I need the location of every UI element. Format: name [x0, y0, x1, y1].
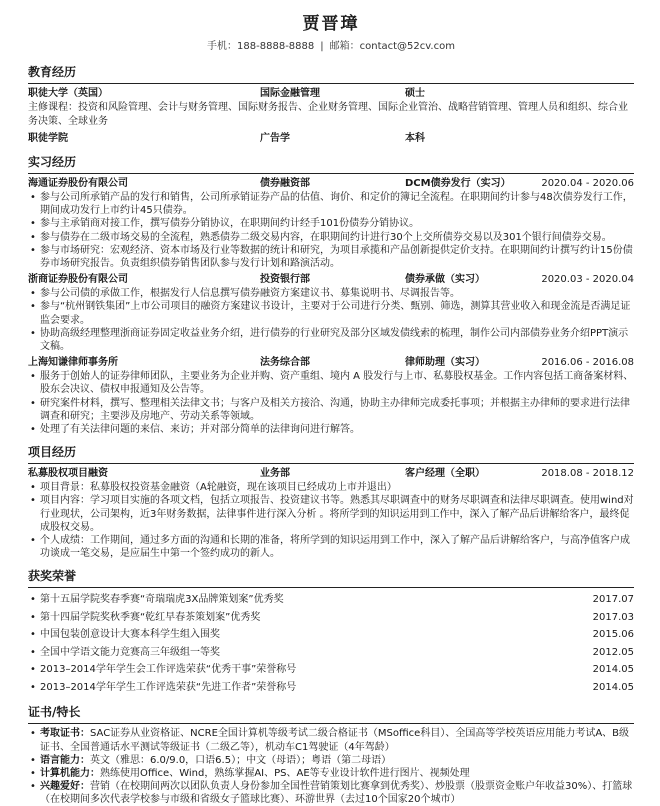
skills-list	[28, 727, 634, 806]
degree: 本科	[405, 133, 425, 144]
bullet-item: • 个人成绩：工作期间，通过多方面的沟通和长期的准备，将所学到的知识运用到工作中，深入了解产品后讲解给客户，与高净值客户成功谈成一笔交易，是应届生中第一个签约成功的新人。	[28, 534, 634, 560]
bullet-item: • 处理了有关法律问题的来信、来访；并对部分简单的法律询问进行解答。	[28, 423, 634, 436]
award-date: 2015.06	[592, 629, 634, 641]
contact-separator: |	[320, 41, 324, 52]
award-item	[28, 679, 634, 697]
award-item	[28, 626, 634, 644]
bullet-item: • 参与公司所承销产品的发行和销售，公司所承销证券产品的估值、询价、和定价的簿记全流程。在职期间约计参与48次债券发行工作，期间成功发行上市约计45只债券。	[28, 191, 634, 217]
award-date: 2014.05	[592, 664, 634, 676]
bullet-item: • 参与债券在二级市场交易的全流程，熟悉债券二级交易内容，在职期间约计进行30个上交所债券交易以及301个银行间债券交易。	[28, 231, 634, 244]
bullet-item: • 协助高级经理整理浙商证券固定收益业务介绍，进行债券的行业研究及部分区域发债线索的梳理，制作公司内部债券业务介绍PPT演示文稿。	[28, 327, 634, 353]
internship-section	[28, 154, 634, 436]
bullet-item: • 参与市场研究：宏观经济、资本市场及行业等数据的统计和研究，为项目承揽和产品创新提供定价支持。在职期间约计撰写约计15份债券市场研究报告。负责组织债券销售团队参与发行计划和路演活动。	[28, 244, 634, 270]
phone-number: 188-8888-8888	[237, 41, 315, 52]
bullet-item: • 参与公司债的承做工作，根据发行人信息撰写债券融资方案建议书、募集说明书、尽调报告等。	[28, 287, 634, 300]
school-name: 职徒学院	[28, 133, 68, 144]
contact-line	[28, 40, 634, 54]
skill-label: 考取证书：	[40, 728, 90, 740]
job-bullets	[28, 370, 634, 436]
degree: 硕士	[405, 88, 425, 99]
skill-text: SAC证券从业资格证、NCRE全国计算机等级考试二级合格证书（MSoffice科目）、全国高等学校英语应用能力考试A、B级证书、全国普通话水平测试等级证书（二级乙等），机动车C1驾驶证（4年驾龄）	[40, 728, 630, 753]
job-date: 2020.03 - 2020.04	[541, 274, 634, 286]
job-header	[28, 177, 634, 191]
education-entry	[28, 132, 634, 146]
project-header	[28, 467, 634, 481]
job-bullets	[28, 191, 634, 270]
bullet-item: • 项目内容：学习项目实施的各项文档，包括立项报告、投资建议书等。熟悉其尽职调查中的财务尽职调查和法律尽职调查。使用wind对行业现状，公司架构，近3年财务数据，法律事件进行深入分析 。将所学到的知识运用到工作中，深入了解产品后讲解给客户，最终促成股权交易。	[28, 494, 634, 534]
major: 广告学	[260, 133, 290, 144]
award-item	[28, 591, 634, 609]
bullet-item: • 参与主承销商对接工作，撰写债券分销协议，在职期间约计经手101份债券分销协议。	[28, 217, 634, 230]
education-title: 教育经历	[28, 64, 634, 84]
skills-title: 证书/特长	[28, 704, 634, 724]
skill-text: 营销（在校期间两次以团队负责人身份参加全国性营销策划比赛拿到优秀奖）、炒股票（股票资金账户年收益30%）、打篮球（在校期间多次代表学校参与市级和省级女子篮球比赛）、环游世界（去过10个国家20个城市）	[40, 781, 633, 806]
email-address: contact@52cv.com	[359, 41, 455, 52]
email-label: 邮箱：	[329, 41, 360, 52]
department: 法务综合部	[260, 357, 310, 369]
phone-label: 手机：	[207, 41, 238, 52]
company-name: 浙商证券股份有限公司	[28, 274, 128, 286]
major: 国际金融管理	[260, 88, 320, 99]
award-date: 2017.07	[592, 594, 634, 606]
award-item	[28, 609, 634, 627]
award-date: 2012.05	[592, 646, 634, 658]
skills-section	[28, 704, 634, 806]
job-bullets	[28, 287, 634, 353]
skill-item	[28, 754, 634, 767]
school-name: 职徒大学（英国）	[28, 88, 108, 99]
award-item	[28, 644, 634, 662]
skill-label: 兴趣爱好：	[40, 781, 90, 793]
job-date: 2016.06 - 2016.08	[541, 357, 634, 369]
skill-label: 计算机能力：	[40, 768, 100, 780]
job-header	[28, 356, 634, 370]
skill-label: 语言能力：	[40, 754, 90, 766]
award-name: • 2013–2014学年学生会工作评选荣获“优秀干事”荣誉称号	[40, 664, 297, 676]
awards-title: 获奖荣誉	[28, 568, 634, 588]
bullet-item: • 参与“杭州钢铁集团”上市公司项目的融资方案建议书设计，主要对于公司进行分类、甄别、筛选，测算其营业收入和现金流是否满足证监会要求。	[28, 300, 634, 326]
award-name: • 第十五届学院奖春季赛“奇瑞瑞虎3X品牌策划案”优秀奖	[40, 594, 284, 606]
project-date: 2018.08 - 2018.12	[541, 468, 634, 480]
company-name: 海通证券股份有限公司	[28, 178, 128, 189]
education-entry	[28, 87, 634, 101]
job-role: DCM债券发行（实习）	[405, 178, 511, 189]
awards-section	[28, 568, 634, 696]
department: 债券融资部	[260, 178, 310, 189]
project-section	[28, 444, 634, 560]
department: 投资银行部	[260, 274, 310, 286]
job-role: 律师助理（实习）	[405, 357, 485, 369]
skill-item	[28, 727, 634, 753]
project-bullets	[28, 481, 634, 560]
education-section	[28, 64, 634, 146]
award-name: • 全国中学语文能力竞赛高三年级组一等奖	[40, 646, 220, 658]
skill-item	[28, 767, 634, 780]
project-role: 客户经理（全职）	[405, 468, 485, 480]
job-role: 债券承做（实习）	[405, 274, 485, 286]
award-item	[28, 661, 634, 679]
resume-name: 贾晋璋	[302, 14, 360, 34]
project-title: 项目经历	[28, 444, 634, 464]
award-date: 2017.03	[592, 611, 634, 623]
course-description: 主修课程：投资和风险管理、会计与财务管理、国际财务报告、企业财务管理、国际企业管治、战略营销管理、管理人员和组织、综合业务决策、全球业务	[28, 102, 628, 127]
bullet-item: • 项目背景：私募股权投资基金融资（A轮融资，现在该项目已经成功上市并退出）	[28, 481, 634, 494]
skill-item	[28, 780, 634, 806]
award-name: • 中国包装创意设计大赛本科学生组入围奖	[40, 629, 220, 641]
award-date: 2014.05	[592, 681, 634, 693]
bullet-item: • 研究案件材料，撰写、整理相关法律文书；与客户及相关方接洽、沟通，协助主办律师完成委托事项；并根据主办律师的要求进行法律调查和研究；主要涉及房地产、劳动关系等领域。	[28, 397, 634, 423]
project-name: 私募股权项目融资	[28, 468, 108, 480]
award-name: • 第十四届学院奖秋季赛“乾红早春茶策划案”优秀奖	[40, 611, 261, 623]
bullet-item: • 服务于创始人的证券律师团队，主要业务为企业并购、资产重组、境内 A 股发行与上市、私募股权基金。工作内容包括工商备案材料、股东会决议、债权申报通知及公告等。	[28, 370, 634, 396]
company-name: 上海知谦律师事务所	[28, 357, 118, 369]
job-header	[28, 273, 634, 287]
skill-text: 熟练使用Office、Wind，熟练掌握AI、PS、AE等专业设计软件进行图片、视频处理	[100, 768, 470, 780]
internship-title: 实习经历	[28, 154, 634, 174]
skill-text: 英文（雅思：6.0/9.0，口语6.5）；中文（母语）；粤语（第二母语）	[90, 754, 392, 766]
job-date: 2020.04 - 2020.06	[541, 178, 634, 189]
award-name: • 2013–2014学年学生工作评选荣获“先进工作者”荣誉称号	[40, 681, 297, 693]
department: 业务部	[260, 468, 290, 480]
